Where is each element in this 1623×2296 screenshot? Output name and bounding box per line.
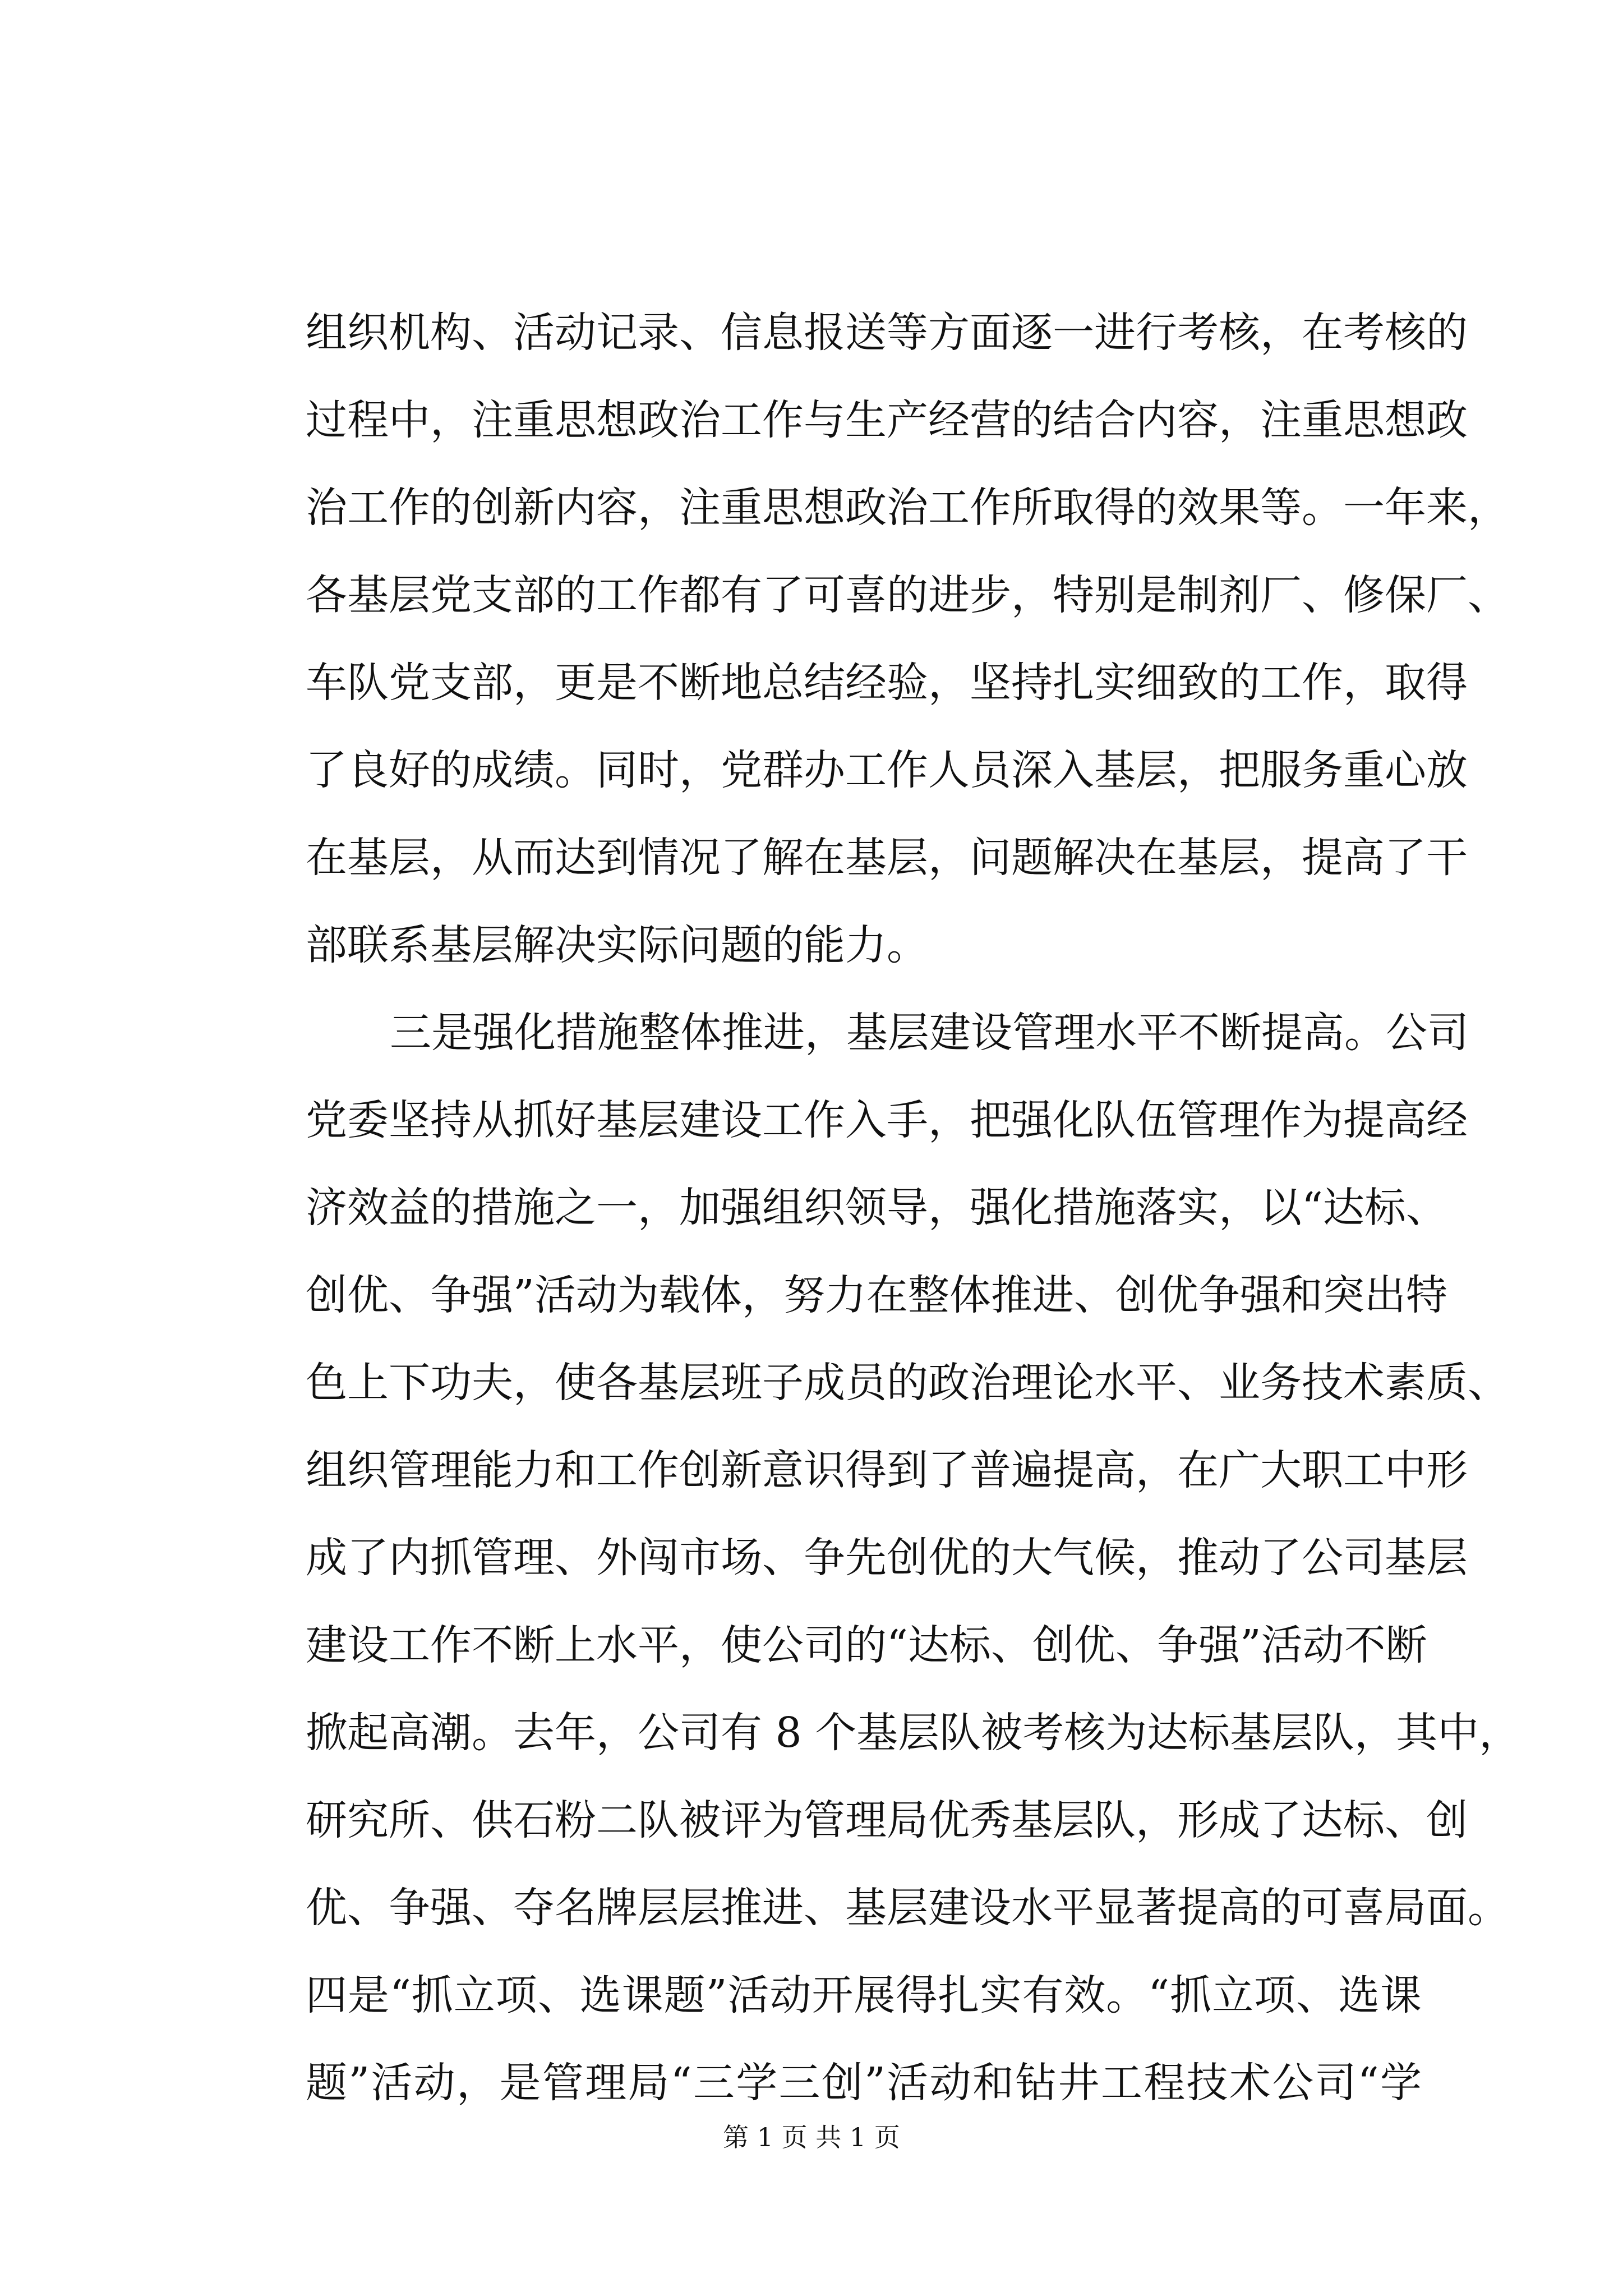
text-line: 掀起高潮。去年，公司有 8 个基层队被考核为达标基层队，其中，: [306, 1709, 1521, 1757]
text-line: 了良好的成绩。同时，党群办工作人员深入基层，把服务重心放: [306, 746, 1468, 794]
text-line: 组织机构、活动记录、信息报送等方面逐一进行考核，在考核的: [306, 309, 1468, 357]
page-footer: 第 1 页 共 1 页: [723, 2122, 900, 2152]
text-line: 题”活动，是管理局“三学三创”活动和钻井工程技术公司“学: [306, 2059, 1422, 2107]
document-body: [306, 289, 1521, 2127]
text-line: 车队党支部，更是不断地总结经验，坚持扎实细致的工作，取得: [306, 659, 1468, 707]
text-line: 济效益的措施之一，加强组织领导，强化措施落实，以“达标、: [306, 1184, 1447, 1232]
text-line: 在基层，从而达到情况了解在基层，问题解决在基层，提高了干: [306, 834, 1468, 882]
text-line: 色上下功夫，使各基层班子成员的政治理论水平、业务技术素质、: [306, 1359, 1509, 1407]
text-line: 过程中，注重思想政治工作与生产经营的结合内容，注重思想政: [306, 396, 1468, 444]
text-line: 四是“抓立项、选课题”活动开展得扎实有效。“抓立项、选课: [306, 1971, 1422, 2019]
text-line: 研究所、供石粉二队被评为管理局优秀基层队，形成了达标、创: [306, 1796, 1468, 1844]
text-line: 各基层党支部的工作都有了可喜的进步，特别是制剂厂、修保厂、: [306, 571, 1509, 619]
text-line: 优、争强、夺名牌层层推进、基层建设水平显著提高的可喜局面。: [306, 1884, 1509, 1932]
text-line: 党委坚持从抓好基层建设工作入手，把强化队伍管理作为提高经: [306, 1096, 1468, 1144]
text-line: 三是强化措施整体推进，基层建设管理水平不断提高。公司: [390, 1009, 1469, 1057]
text-line: 建设工作不断上水平，使公司的“达标、创优、争强”活动不断: [306, 1621, 1427, 1669]
text-line: 创优、争强”活动为载体，努力在整体推进、创优争强和突出特: [306, 1271, 1447, 1319]
text-line: 治工作的创新内容，注重思想政治工作所取得的效果等。一年来，: [306, 484, 1509, 532]
text-line: 成了内抓管理、外闯市场、争先创优的大气候，推动了公司基层: [306, 1534, 1468, 1582]
text-line: 部联系基层解决实际问题的能力。: [306, 921, 928, 969]
text-line: 组织管理能力和工作创新意识得到了普遍提高，在广大职工中形: [306, 1446, 1468, 1494]
